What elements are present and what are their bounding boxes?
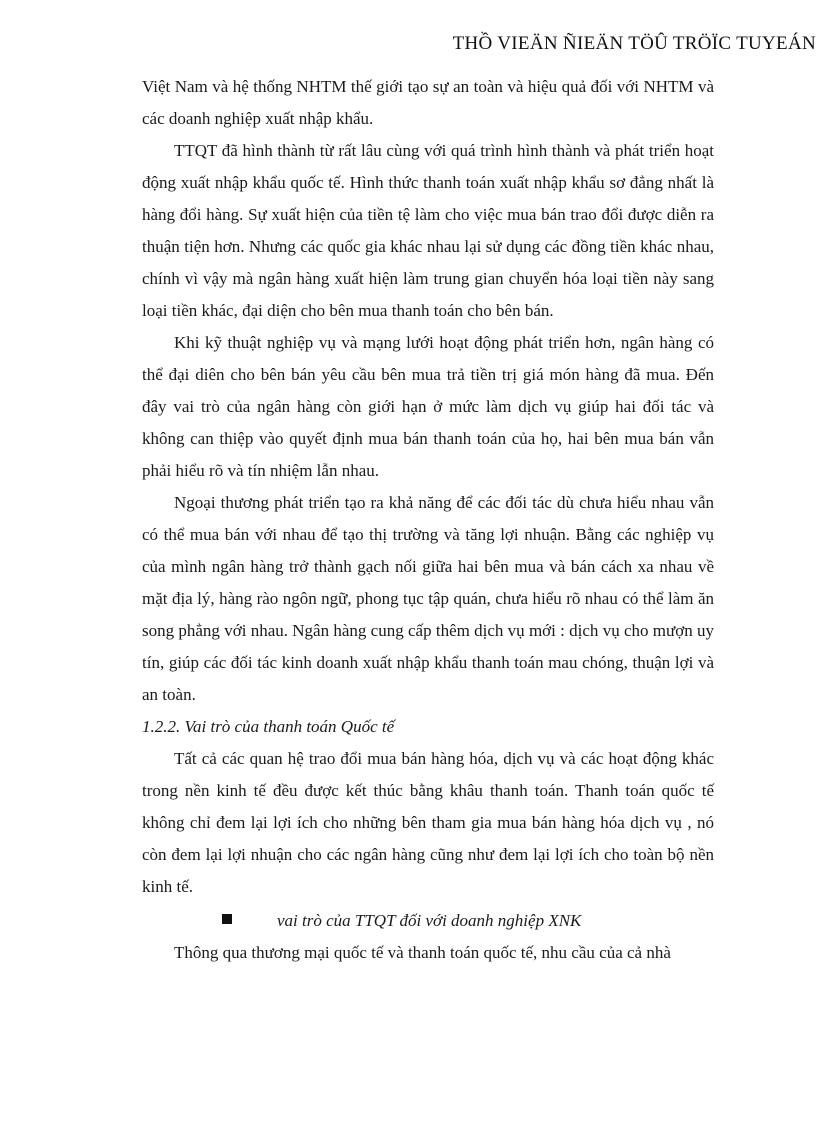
paragraph-payment-role: Tất cả các quan hệ trao đổi mua bán hàng hóa, dịch vụ và các hoạt động khác trong nền kinh tế đều được kết thúc bằng khâu thanh toán. Thanh toán quốc tế không chỉ đem lại lợi ích cho những bên tham gia mua bán hàng hóa dịch vụ , nó còn đem lại lợi nhuận cho các ngân hàng cũng như đem lại lợi ích cho toàn bộ nền kinh tế. (142, 749, 714, 896)
paragraph-trade-needs: Thông qua thương mại quốc tế và thanh toán quốc tế, nhu cầu của cả nhà (174, 943, 671, 962)
page-header-site-title: THỒ VIEÄN ÑIEÄN TÖÛ TRÖÏC TUYEÁN (452, 33, 816, 54)
paragraph-bank-role-development: Khi kỹ thuật nghiệp vụ và mạng lưới hoạt động phát triển hơn, ngân hàng có thể đại diên cho bên bán yêu cầu bên mua trả tiền trị giá món hàng đã mua. Đến đây vai trò của ngân hàng còn giới hạn ở mức làm dịch vụ giúp hai đối tác và không can thiệp vào quyết định mua bán thanh toán của họ, hai bên mua bán vẫn phải hiểu rõ và tín nhiệm lẫn nhau. (142, 333, 714, 480)
paragraph-foreign-trade: Ngoại thương phát triển tạo ra khả năng để các đối tác dù chưa hiểu nhau vẫn có thể mua bán với nhau để tạo thị trường và tăng lợi nhuận. Bằng các nghiệp vụ của mình ngân hàng trở thành gạch nối giữa hai bên mua và bán cách xa nhau về mặt địa lý, hàng rào ngôn ngữ, phong tục tập quán, chưa hiểu rõ nhau có thể làm ăn song phẳng với nhau. Ngân hàng cung cấp thêm dịch vụ mới : dịch vụ cho mượn uy tín, giúp các đối tác kinh doanh xuất nhập khẩu thanh toán mau chóng, thuận lợi và an toàn. (142, 493, 714, 704)
square-bullet-icon (222, 914, 232, 924)
paragraph-intro: Việt Nam và hệ thống NHTM thế giới tạo sự an toàn và hiệu quả đối với NHTM và các doanh nghiệp xuất nhập khẩu. (142, 77, 714, 128)
document-body (142, 71, 714, 969)
bullet-item (142, 905, 714, 937)
bullet-heading: vai trò của TTQT đối với doanh nghiệp XNK (277, 911, 582, 930)
section-heading: 1.2.2. Vai trò của thanh toán Quốc tế (142, 717, 395, 736)
paragraph-ttqt-history: TTQT đã hình thành từ rất lâu cùng với quá trình hình thành và phát triển hoạt động xuất nhập khẩu quốc tế. Hình thức thanh toán xuất nhập khẩu sơ đẳng nhất là hàng đổi hàng. Sự xuất hiện của tiền tệ làm cho việc mua bán trao đổi được diễn ra thuận tiện hơn. Nhưng các quốc gia khác nhau lại sử dụng các đồng tiền khác nhau, chính vì vậy mà ngân hàng xuất hiện làm trung gian chuyển hóa loại tiền này sang loại tiền khác, đại diện cho bên mua thanh toán cho bên bán. (142, 141, 714, 320)
